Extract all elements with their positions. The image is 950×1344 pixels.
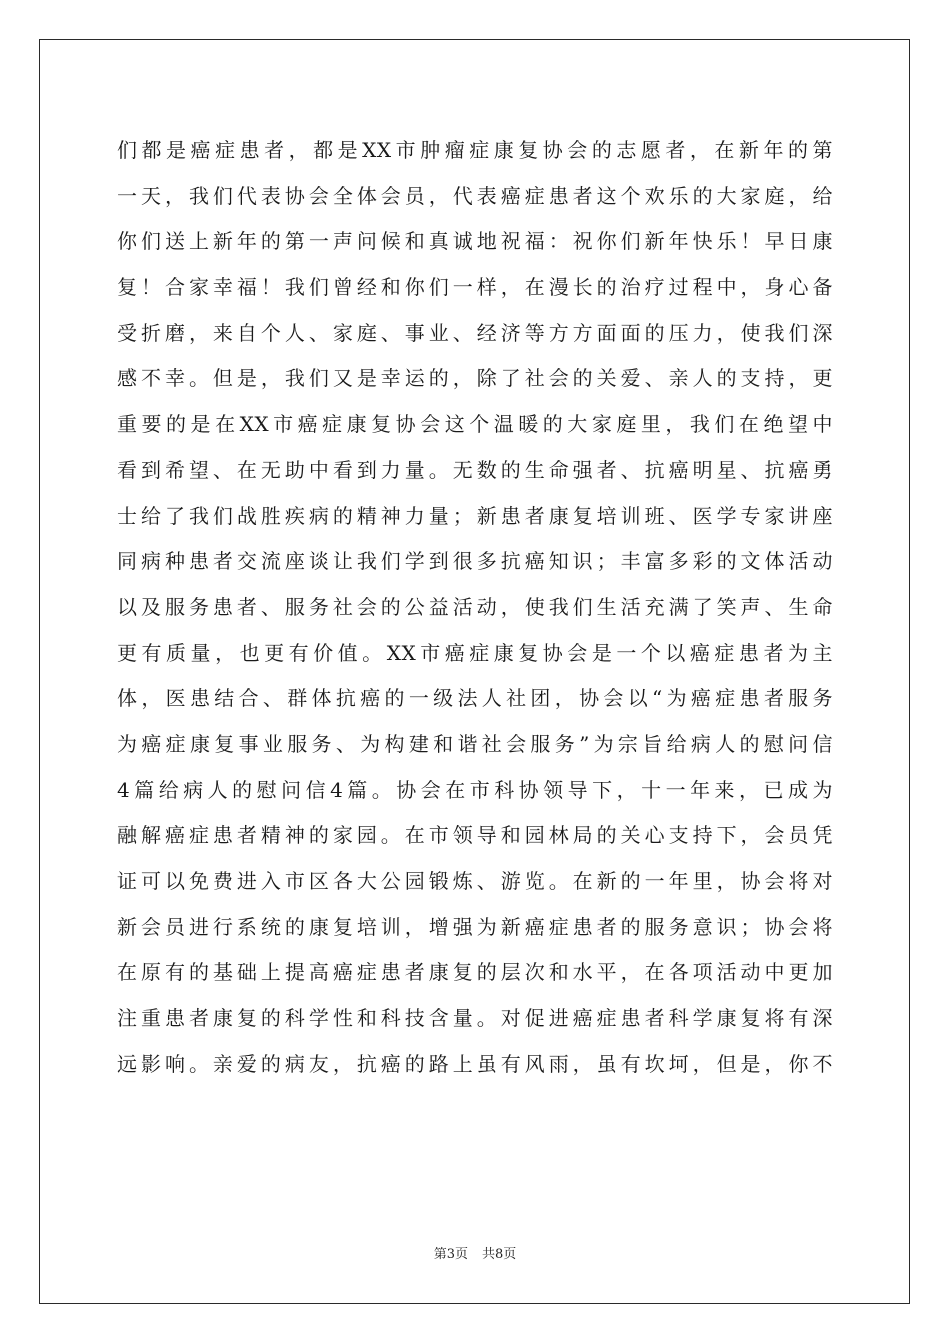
text-line: 证可以免费进入市区各大公园锻炼、游览。在新的一年里，协会将对 <box>117 869 833 893</box>
text-line: 重要的是在XX市癌症康复协会这个温暖的大家庭里，我们在绝望中 <box>117 412 833 437</box>
text-line: 远影响。亲爱的病友，抗癌的路上虽有风雨，虽有坎坷，但是，你不 <box>117 1051 833 1076</box>
text-line: 们都是癌症患者，都是XX市肿瘤症康复协会的志愿者，在新年的第 <box>117 138 833 162</box>
text-line: 你们送上新年的第一声问候和真诚地祝福：祝你们新年快乐！早日康 <box>117 229 833 254</box>
text-line: 更有质量，也更有价值。XX市癌症康复协会是一个以癌症患者为主 <box>117 640 833 665</box>
text-line: 新会员进行系统的康复培训，增强为新癌症患者的服务意识；协会将 <box>117 914 833 939</box>
page-number: 第3页 <box>433 1247 468 1262</box>
text-line: 在原有的基础上提高癌症患者康复的层次和水平，在各项活动中更加 <box>117 960 833 985</box>
text-line: 同病种患者交流座谈让我们学到很多抗癌知识；丰富多彩的文体活动 <box>117 549 833 574</box>
text-line: 4篇给病人的慰问信4篇。协会在市科协领导下，十一年来，已成为 <box>117 777 833 802</box>
page-footer <box>0 1246 950 1264</box>
text-line: 融解癌症患者精神的家园。在市领导和园林局的关心支持下，会员凭 <box>117 823 833 848</box>
text-line: 体，医患结合、群体抗癌的一级法人社团，协会以“为癌症患者服务 <box>117 686 833 711</box>
text-line: 一天，我们代表协会全体会员，代表癌症患者这个欢乐的大家庭，给 <box>117 183 833 208</box>
text-line: 注重患者康复的科学性和科技含量。对促进癌症患者科学康复将有深 <box>117 1006 833 1031</box>
text-line: 复！合家幸福！我们曾经和你们一样，在漫长的治疗过程中，身心备 <box>117 275 833 300</box>
text-line: 士给了我们战胜疾病的精神力量；新患者康复培训班、医学专家讲座 <box>117 503 833 528</box>
page-total: 共8页 <box>482 1247 517 1262</box>
document-body <box>117 128 833 1087</box>
text-line: 以及服务患者、服务社会的公益活动，使我们生活充满了笑声、生命 <box>117 594 833 619</box>
text-line: 感不幸。但是，我们又是幸运的，除了社会的关爱、亲人的支持，更 <box>117 366 833 391</box>
text-line: 受折磨，来自个人、家庭、事业、经济等方方面面的压力，使我们深 <box>117 320 833 345</box>
text-line: 为癌症康复事业服务、为构建和谐社会服务”为宗旨给病人的慰问信 <box>117 731 833 756</box>
text-line: 看到希望、在无助中看到力量。无数的生命强者、抗癌明星、抗癌勇 <box>117 457 833 482</box>
